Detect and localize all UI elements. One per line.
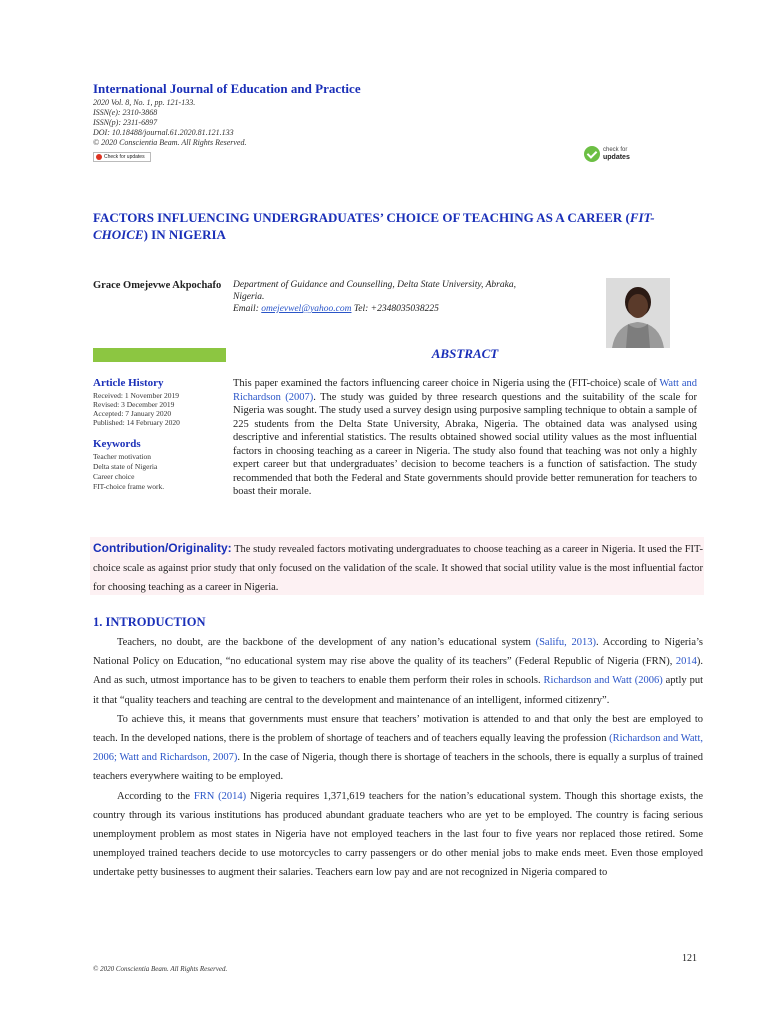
- author-affiliation: [233, 279, 583, 315]
- contribution-text: [93, 539, 703, 597]
- email-label: Email:: [233, 304, 259, 314]
- citation-link[interactable]: Watt and Richardson (2007): [233, 378, 697, 403]
- text-run: ). And as such, utmost importance has to be given to teachers to enable them perform their roles in schools.: [93, 656, 703, 687]
- keyword-item: Career choice: [93, 472, 135, 481]
- keywords-heading: Keywords: [93, 438, 141, 450]
- text-run: . In the case of Nigeria, though there is shortage of teachers in the schools, there is equally a surplus of trained teachers everywhere waiting to be employed.: [93, 752, 703, 783]
- abstract-heading: ABSTRACT: [431, 346, 499, 361]
- check-for-updates-button[interactable]: [584, 146, 630, 162]
- text-run: To achieve this, it means that governments must ensure that teachers’ motivation is attended to and that only the best are employed to teach. In the developed nations, there is the problem of shortage of teachers and of teachers equally leaving the profession: [93, 713, 703, 745]
- text-run: . According to Nigeria’s National Policy on Education, “no educational system may rise above the quality of its teachers” (Federal Republic of Nigeria (FRN),: [93, 637, 703, 668]
- text-run: Teachers, no doubt, are the backbone of the development of any nation’s educational system: [117, 637, 536, 648]
- keyword-item: FIT-choice frame work.: [93, 482, 165, 491]
- paper-title: [93, 209, 693, 243]
- citation-link[interactable]: Richardson and Watt (2006): [543, 675, 663, 687]
- paragraph: [93, 633, 703, 710]
- keyword-item: Delta state of Nigeria: [93, 462, 158, 471]
- contribution-label: Contribution/Originality:: [93, 541, 232, 555]
- article-history-heading: Article History: [93, 377, 164, 389]
- citation-link[interactable]: (Salifu, 2013): [535, 637, 596, 648]
- header-copyright: © 2020 Conscientia Beam. All Rights Reserved.: [93, 138, 247, 147]
- text-run: According to the: [117, 790, 194, 802]
- author-portrait-icon: [606, 278, 670, 348]
- author-name: Grace Omejevwe Akpochafo: [93, 280, 222, 291]
- author-email-link[interactable]: omejevwel@yahoo.com: [261, 304, 352, 314]
- updates-label: updates: [603, 153, 630, 161]
- citation-link[interactable]: FRN (2014): [193, 790, 247, 802]
- section-accent-bar: [93, 348, 226, 362]
- accepted-date: Accepted: 7 January 2020: [93, 409, 172, 418]
- received-date: Received: 1 November 2019: [93, 391, 180, 400]
- issn-e: ISSN(e): 2310-3868: [93, 108, 158, 117]
- revised-date: Revised: 3 December 2019: [93, 400, 175, 409]
- check-circle-icon: [584, 146, 600, 162]
- author-photo: [606, 278, 670, 348]
- citation-link[interactable]: 2014: [675, 656, 697, 668]
- check-for-updates-small-button[interactable]: [93, 152, 151, 162]
- journal-title[interactable]: International Journal of Education and Practice: [93, 81, 361, 96]
- doi[interactable]: DOI: 10.18488/journal.61.2020.81.121.133: [93, 128, 234, 137]
- text-run: Nigeria requires 1,371,619 teachers for the nation’s educational system. Though this shortage exists, the country through its various institutions has produced abundant graduate teachers who are yet to be employed. The country is facing serious unemployment problem as most states in Nigeria have not employed teachers in the last four to five years nor replaced those retired. Some unemployed trained teachers decide to use motorcycles to carry passengers or do other menial jobs to make ends meet. Even those employed undertake petty businesses to augment their salaries. Teachers earn low pay and are not recognized in Nigeria compared to: [93, 790, 703, 879]
- citation-link[interactable]: (Richardson and Watt, 2006; Watt and Richardson, 2007): [93, 733, 703, 764]
- paragraph: [93, 787, 703, 883]
- paper-title-part1: FACTORS INFLUENCING UNDERGRADUATES’ CHOICE OF TEACHING AS A CAREER (: [93, 210, 630, 225]
- text-run: aptly put it that “quality teachers and teaching are central to the development and maintenance of an intelligent, informed citizenry”.: [93, 675, 703, 706]
- check-for-label: check for: [603, 146, 628, 153]
- keyword-item: Teacher motivation: [93, 452, 151, 461]
- affiliation-line1: Department of Guidance and Counselling, Delta State University, Abraka,: [233, 280, 516, 290]
- author-tel: Tel: +2348035038225: [353, 304, 439, 314]
- paper-title-italic: FIT-CHOICE: [93, 210, 655, 242]
- contribution-body: The study revealed factors motivating undergraduates to choose teaching as a career in Nigeria. It used the FIT-choice scale as against prior study that only focused on the validation of the scale. It showed that social utility value is the most influential factor for choosing teaching as a career in Nigeria.: [93, 544, 703, 593]
- published-date: Published: 14 February 2020: [93, 418, 180, 427]
- journal-volume: 2020 Vol. 8, No. 1, pp. 121-133.: [93, 98, 196, 107]
- page-number: 121: [682, 953, 697, 964]
- crossmark-icon: [96, 154, 102, 160]
- introduction-body: [93, 633, 703, 883]
- abstract-text-a: This paper examined the factors influencing career choice in Nigeria using the (FIT-choice) scale of: [233, 378, 660, 389]
- paper-title-part2: ) IN NIGERIA: [143, 227, 226, 242]
- footer-copyright: © 2020 Conscientia Beam. All Rights Reserved.: [93, 965, 228, 973]
- affiliation-line2: Nigeria.: [233, 292, 265, 302]
- issn-p: ISSN(p): 2311-6897: [93, 118, 158, 127]
- paragraph: [93, 710, 703, 787]
- abstract-text: [233, 377, 697, 499]
- check-for-updates-small-label: Check for updates: [104, 154, 145, 160]
- introduction-heading: 1. INTRODUCTION: [93, 615, 206, 629]
- abstract-text-b: . The study was guided by three research questions and the suitability of the scale for Nigeria was sought. The study used a survey design using purposive sampling technique to obtain a sample of 225 students from the Delta State University, Abraka, Nigeria. The obtained data was analysed using descriptive and inferential statistics. The results obtained showed social utility values as the most influential factors in choosing teaching as a career in Nigeria. The study also found that teaching was not only a highly expert career but that undergraduates’ decision to become teachers is a function of satisfaction. The study recommended that both the Federal and State governments should provide better remuneration for teachers to boast their morale.: [233, 391, 697, 497]
